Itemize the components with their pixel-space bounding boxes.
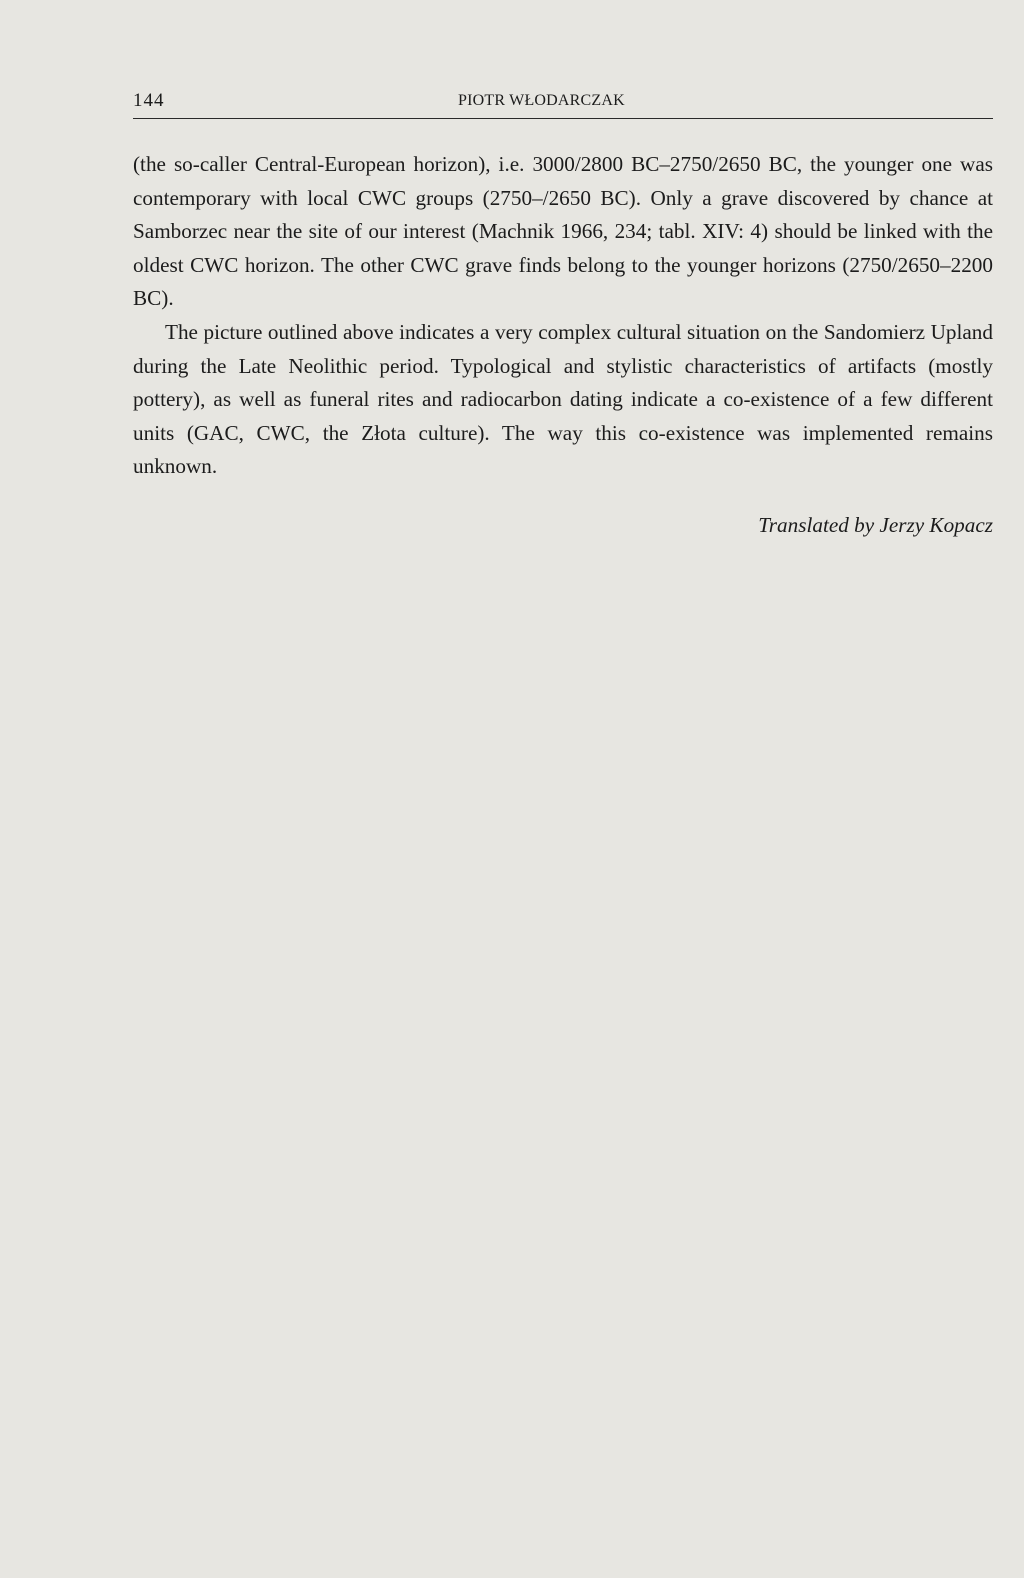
body-text [133, 148, 993, 484]
translator-credit: Translated by Jerzy Kopacz [758, 513, 993, 537]
paragraph-2: The picture outlined above indicates a very complex cultural situation on the Sandomierz Upland during the Late Neolithic period. Typological and stylistic characteristics of artifacts (mostly pottery), as well as funeral rites and radiocarbon dating indicate a co-existence of a few different units (GAC, CWC, the Złota culture). The way this co-existence was implemented remains unknown. [133, 319, 993, 479]
running-header [133, 88, 993, 119]
page-number: 144 [133, 90, 165, 111]
paragraph-1: (the so-caller Central-European horizon), i.e. 3000/2800 BC–2750/2650 BC, the younger one was contemporary with local CWC groups (2750–/2650 BC). Only a grave discovered by chance at Samborzec near the site of our interest (Machnik 1966, 234; tabl. XIV: 4) should be linked with the oldest CWC horizon. The other CWC grave finds belong to the younger horizons (2750/2650–2200 BC). [133, 152, 993, 311]
running-title-author: PIOTR WŁODARCZAK [458, 92, 625, 109]
